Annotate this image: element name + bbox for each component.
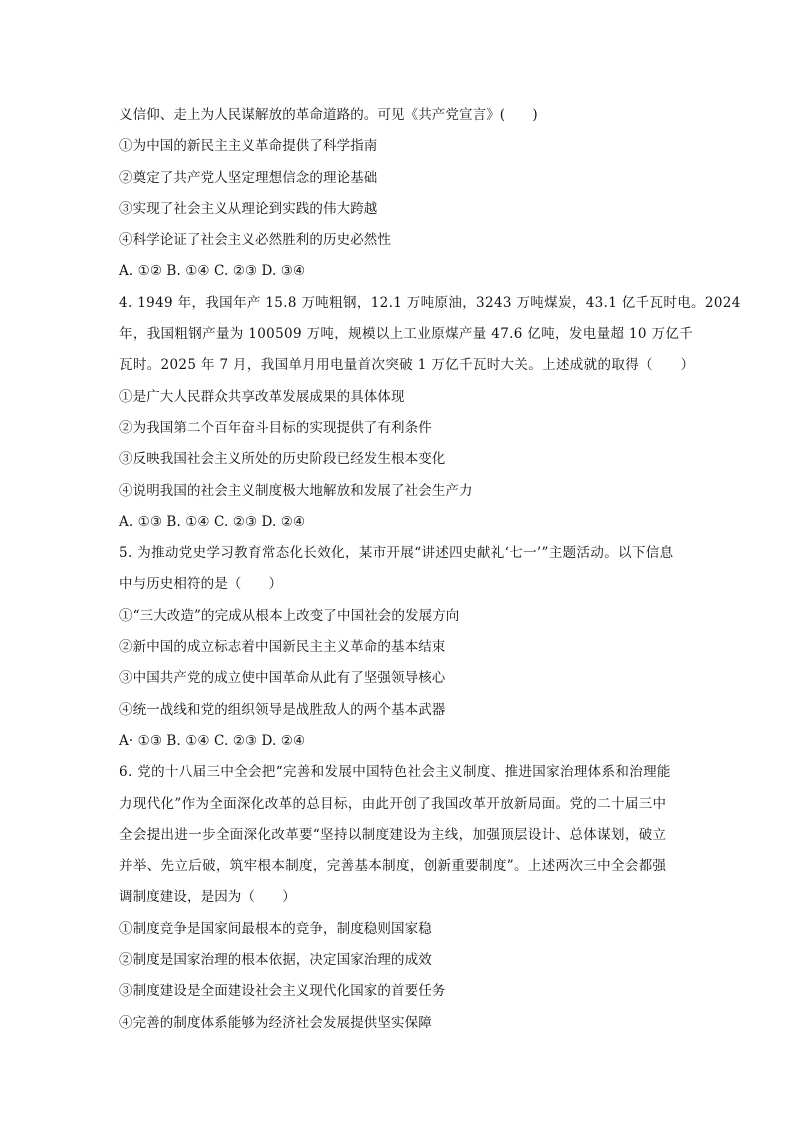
question-4-stem-line-1: 4. 1949 年，我国年产 15.8 万吨粗钢，12.1 万吨原油，3243 万吨煤炭，43.1 亿千瓦时电。2024 (119, 294, 741, 311)
question-4-stem-line-2: 年，我国粗钢产量为 100509 万吨，规模以上工业原煤产量 47.6 亿吨，发电量超 10 万亿千 (119, 326, 694, 343)
question-5-option-3: ③中国共产党的成立使中国革命从此有了坚强领导核心 (119, 670, 446, 687)
question-6-option-1: ①制度竞争是国家间最根本的竞争，制度稳则国家稳 (119, 920, 432, 937)
question-4-choices: A. ①③ B. ①④ C. ②③ D. ②④ (119, 513, 306, 530)
question-3-option-2: ②奠定了共产党人坚定理想信念的理论基础 (119, 169, 378, 186)
question-3-stem-end: 义信仰、走上为人民谋解放的革命道路的。可见《共产党宣言》( ) (119, 107, 538, 123)
question-6-stem-line-3: 全会提出进一步全面深化改革要“坚持以制度建设为主线，加强顶层设计、总体谋划，破立 (119, 826, 667, 843)
question-5-option-1: ①“三大改造”的完成从根本上改变了中国社会的发展方向 (119, 607, 460, 624)
question-6-stem-line-2: 力现代化”作为全面深化改革的总目标，由此开创了我国改革开放新局面。党的二十届三中 (119, 795, 667, 812)
question-3-option-3: ③实现了社会主义从理论到实践的伟大跨越 (119, 200, 378, 217)
question-4-stem-line-3: 瓦时。2025 年 7 月，我国单月用电量首次突破 1 万亿千瓦时大关。上述成就的取得（ ） (119, 357, 695, 374)
question-3-option-4: ④科学论证了社会主义必然胜利的历史必然性 (119, 232, 391, 249)
question-5-option-2: ②新中国的成立标志着中国新民主主义革命的基本结束 (119, 639, 446, 656)
question-5-choices: A· ①③ B. ①④ C. ②③ D. ②④ (119, 732, 306, 749)
question-6-option-2: ②制度是国家治理的根本依据，决定国家治理的成效 (119, 952, 432, 969)
question-5-stem-line-1: 5. 为推动党史学习教育常态化长效化，某市开展“讲述四史献礼‘七一’”主题活动。以下信息 (119, 545, 674, 562)
question-3-option-1: ①为中国的新民主主义革命提供了科学指南 (119, 138, 378, 155)
question-6-stem-line-5: 调制度建设，是因为（ ） (119, 889, 296, 906)
question-3-choices: A. ①② B. ①④ C. ②③ D. ③④ (119, 263, 306, 280)
question-6-stem-line-1: 6. 党的十八届三中全会把“完善和发展中国特色社会主义制度、推进国家治理体系和治理能 (119, 764, 671, 781)
question-6-option-4: ④完善的制度体系能够为经济社会发展提供坚实保障 (119, 1014, 432, 1031)
document-body (119, 100, 741, 1039)
question-4-option-4: ④说明我国的社会主义制度极大地解放和发展了社会生产力 (119, 482, 473, 499)
question-5-option-4: ④统一战线和党的组织领导是战胜敌人的两个基本武器 (119, 701, 446, 718)
question-4-option-1: ①是广大人民群众共享改革发展成果的具体体现 (119, 388, 405, 405)
question-6-stem-line-4: 并举、先立后破，筑牢根本制度，完善基本制度，创新重要制度”。上述两次三中全会都强 (119, 858, 667, 875)
question-4-option-2: ②为我国第二个百年奋斗目标的实现提供了有利条件 (119, 419, 432, 436)
question-4-option-3: ③反映我国社会主义所处的历史阶段已经发生根本变化 (119, 451, 446, 468)
question-6-option-3: ③制度建设是全面建设社会主义现代化国家的首要任务 (119, 983, 446, 1000)
question-5-stem-line-2: 中与历史相符的是（ ） (119, 576, 283, 593)
